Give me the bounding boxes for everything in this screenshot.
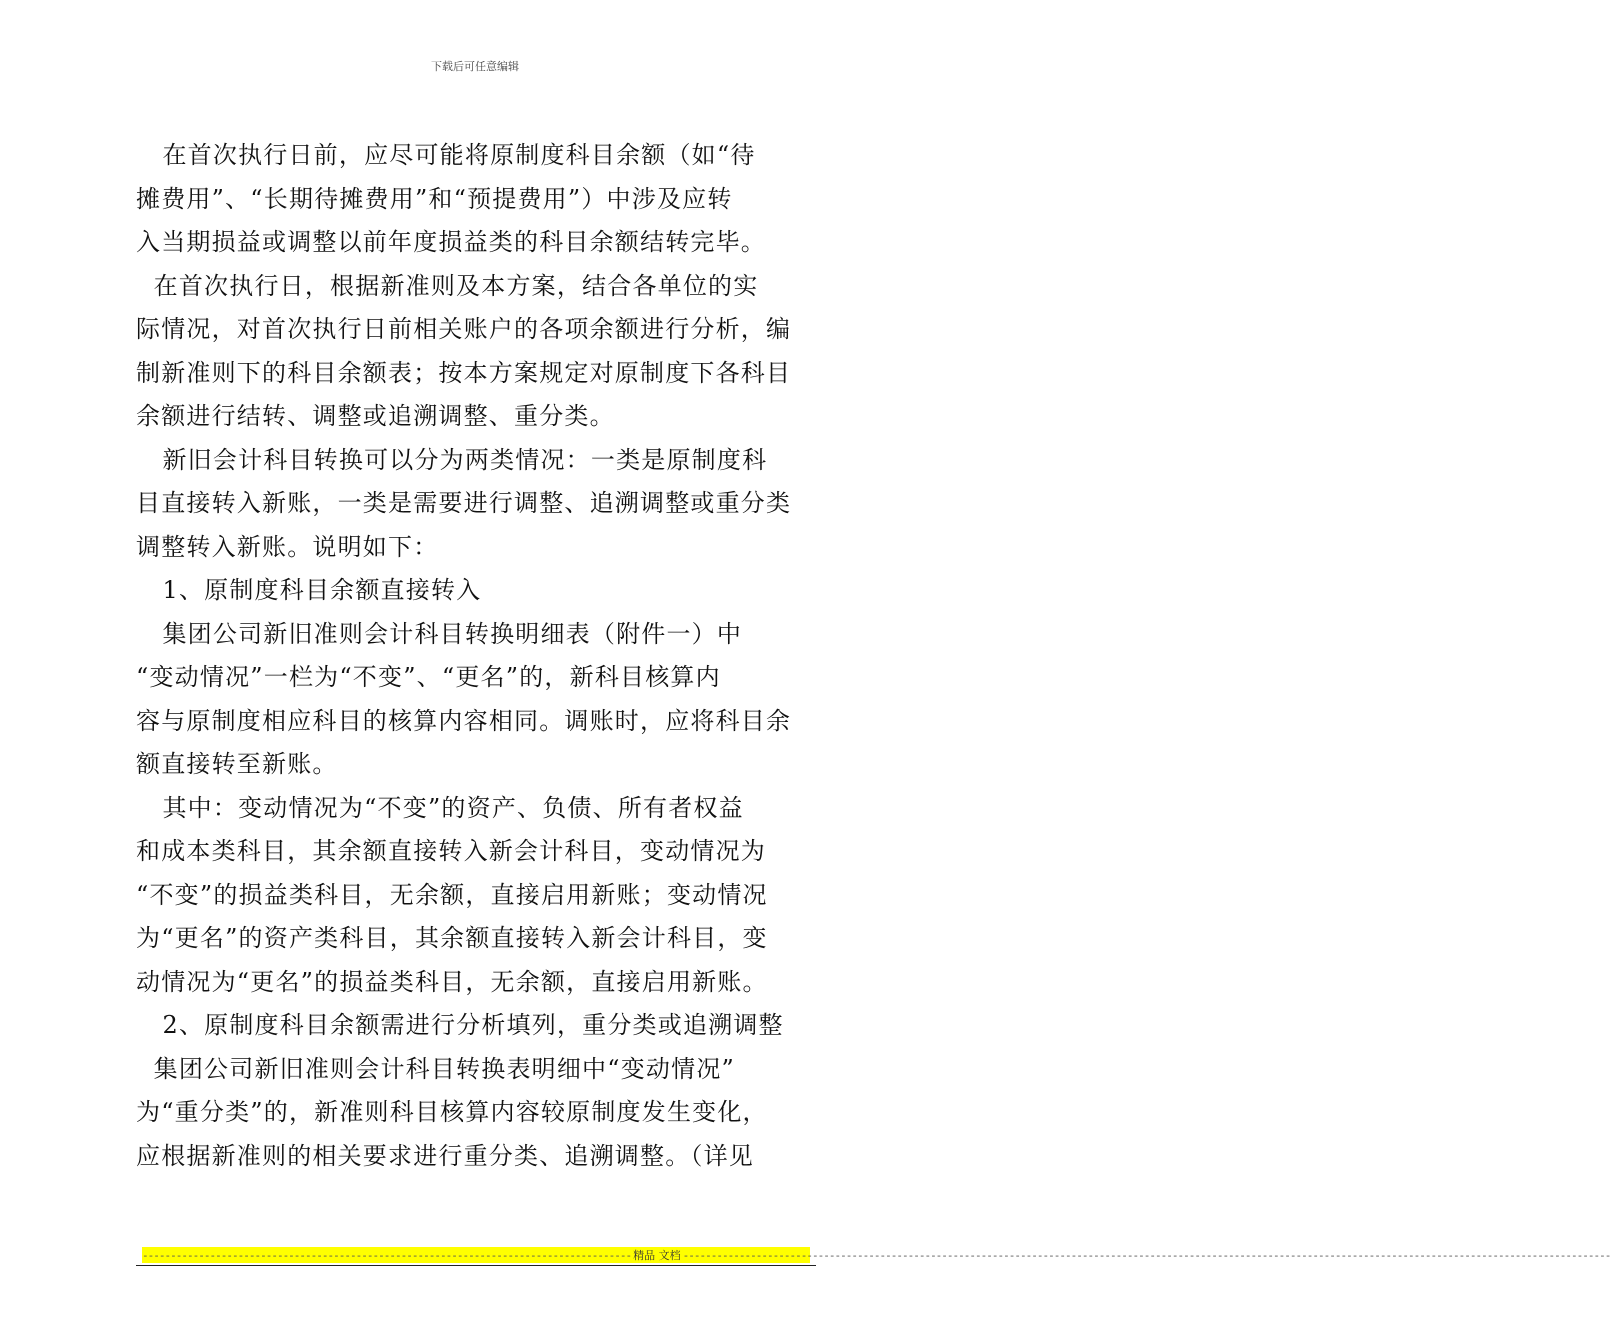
text-line: “变动情况”一栏为“不变”、“更名”的，新科目核算内 [136, 663, 721, 691]
text-line: 目直接转入新账，一类是需要进行调整、追溯调整或重分类 [136, 489, 792, 517]
text-line: 在首次执行日，根据新准则及本方案，结合各单位的实 [136, 271, 759, 300]
text-line: 集团公司新旧准则会计科目转换表明细中“变动情况” [136, 1054, 735, 1083]
text-line: 容与原制度相应科目的核算内容相同。调账时，应将科目余 [136, 706, 792, 735]
footer-divider [136, 1265, 816, 1266]
text-line: 动情况为“更名”的损益类科目，无余额，直接启用新账。 [136, 967, 768, 996]
text-line: 为“更名”的资产类科目，其余额直接转入新会计科目，变 [136, 924, 768, 952]
section-heading: 1、原制度科目余额直接转入 [136, 576, 482, 604]
text-line: 制新准则下的科目余额表；按本方案规定对原制度下各科目 [136, 358, 792, 387]
text-line: 集团公司新旧准则会计科目转换明细表（附件一）中 [136, 619, 743, 648]
text-line: 和成本类科目，其余额直接转入新会计科目，变动情况为 [136, 837, 766, 865]
text-line: 额直接转至新账。 [136, 750, 338, 778]
text-line: 入当期损益或调整以前年度损益类的科目余额结转完毕。 [136, 228, 766, 256]
text-line: 新旧会计科目转换可以分为两类情况：一类是原制度科 [136, 445, 768, 474]
text-line: 调整转入新账。说明如下： [136, 532, 439, 561]
text-line: 际情况，对首次执行日前相关账户的各项余额进行分析，编 [136, 315, 792, 343]
text-line: 余额进行结转、调整或追溯调整、重分类。 [136, 402, 615, 430]
section-heading: 2、原制度科目余额需进行分析填列，重分类或追溯调整 [136, 1011, 784, 1039]
text-line: 为“重分类”的，新准则科目核算内容较原制度发生变化， [136, 1098, 768, 1126]
text-line: 摊费用”、“长期待摊费用”和“预提费用”）中涉及应转 [136, 184, 733, 213]
footer-text: 精品 文档 [633, 1249, 681, 1262]
page-footer [142, 1247, 1610, 1263]
text-line: “不变”的损益类科目，无余额，直接启用新账；变动情况 [136, 880, 768, 909]
text-line: 应根据新准则的相关要求进行重分类、追溯调整。（详见 [136, 1141, 754, 1170]
footer-dashes-left: --------------------------------------------------------------------------------------- [142, 1248, 632, 1262]
page-header: 下载后可任意编辑 [431, 60, 519, 73]
footer-dashes-right: --------------------------------------------------------------------------------------------------------------------------------------------------------------------- [682, 1248, 1610, 1262]
text-line: 在首次执行日前，应尽可能将原制度科目余额（如“待 [136, 141, 756, 169]
text-line: 其中：变动情况为“不变”的资产、负债、所有者权益 [136, 793, 744, 822]
document-body [136, 134, 816, 1178]
